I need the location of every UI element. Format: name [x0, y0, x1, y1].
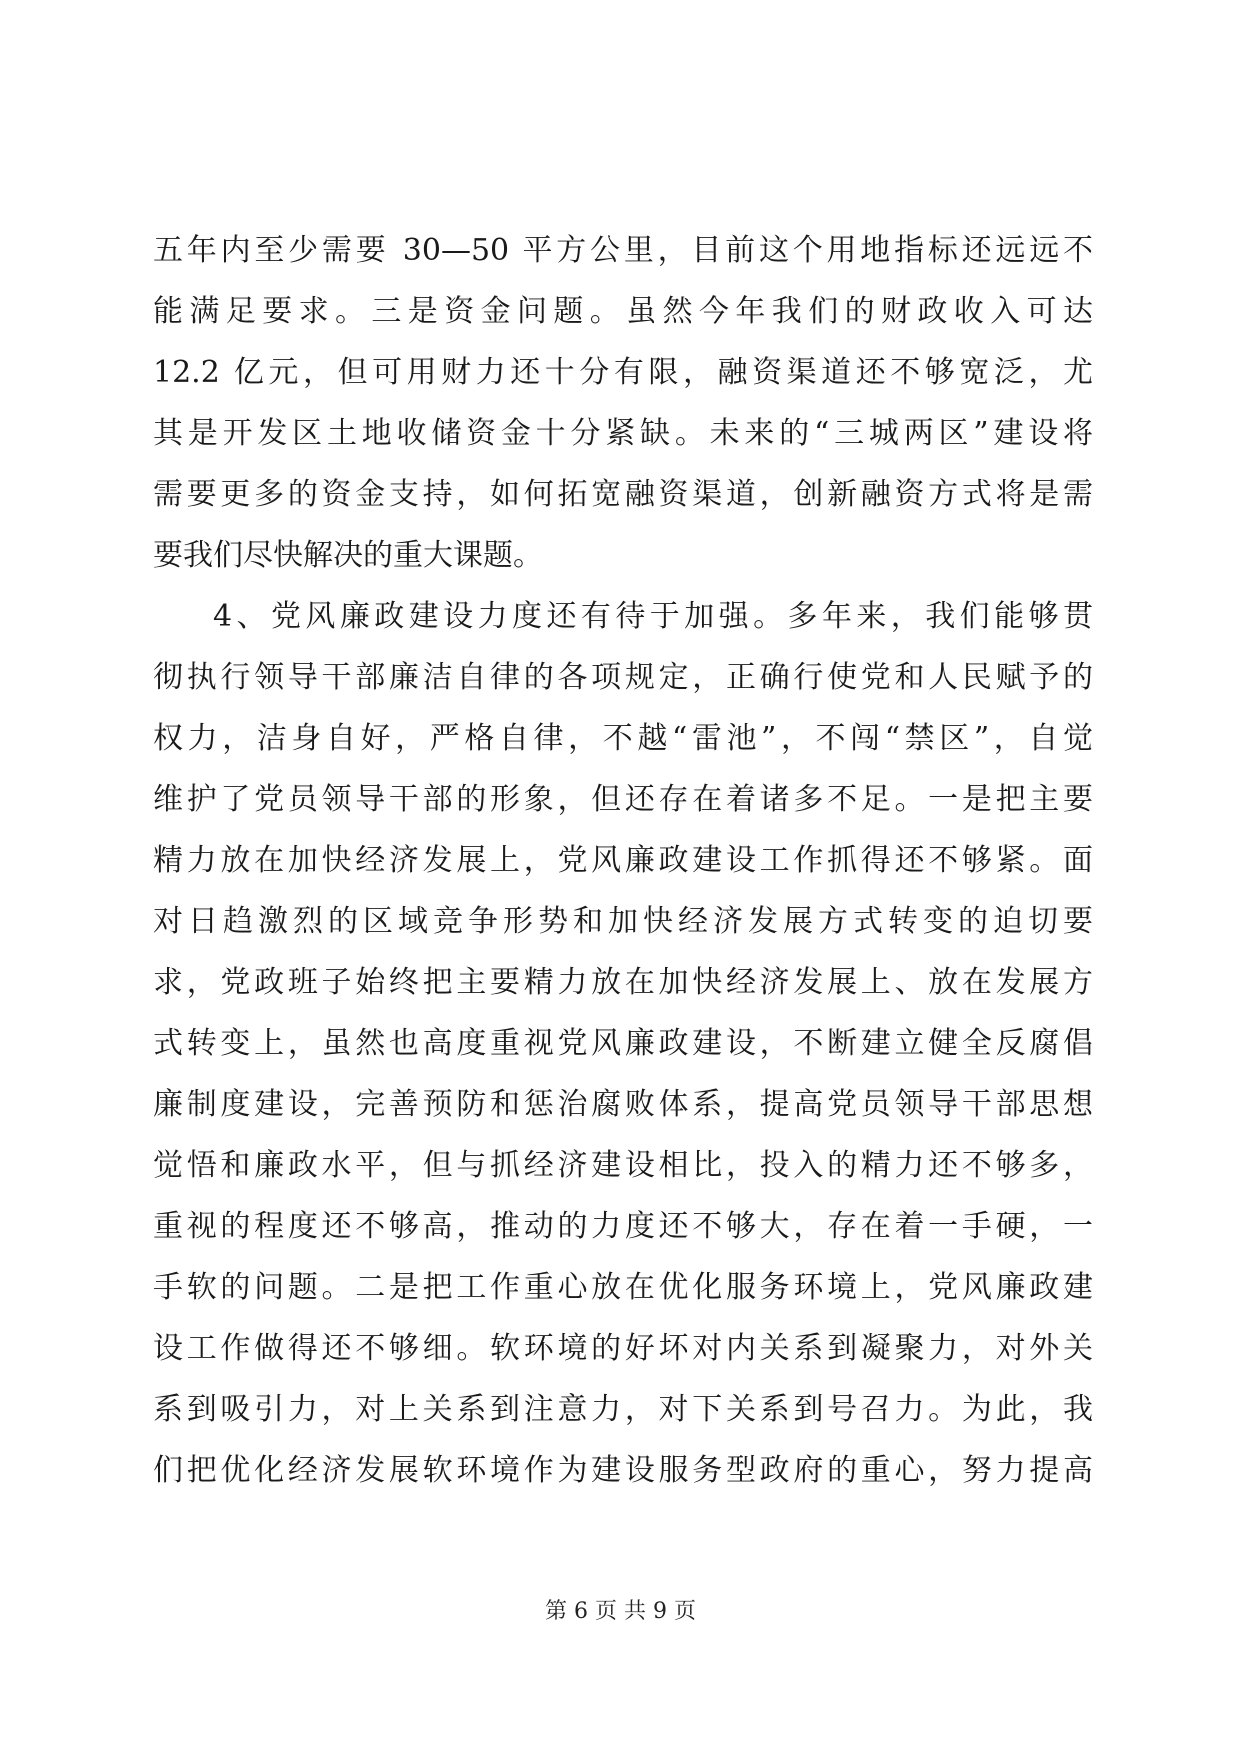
text-line: 五年内至少需要 30—50 平方公里，目前这个用地指标还远远不 [153, 233, 1093, 268]
text-line: 们把优化经济发展软环境作为建设服务型政府的重心，努力提高 [153, 1453, 1093, 1488]
text-line: 12.2 亿元，但可用财力还十分有限，融资渠道还不够宽泛，尤 [153, 355, 1093, 390]
text-line: 重视的程度还不够高，推动的力度还不够大，存在着一手硬，一 [153, 1209, 1093, 1244]
page-number: 第 6 页 共 9 页 [545, 1599, 696, 1624]
text-line: 能满足要求。三是资金问题。虽然今年我们的财政收入可达 [153, 294, 1093, 329]
text-line: 觉悟和廉政水平，但与抓经济建设相比，投入的精力还不够多， [153, 1148, 1093, 1183]
text-line: 权力，洁身自好，严格自律，不越“雷池”，不闯“禁区”，自觉 [153, 721, 1093, 756]
text-line: 彻执行领导干部廉洁自律的各项规定，正确行使党和人民赋予的 [153, 660, 1093, 695]
text-line: 系到吸引力，对上关系到注意力，对下关系到号召力。为此，我 [153, 1392, 1093, 1427]
text-line: 维护了党员领导干部的形象，但还存在着诸多不足。一是把主要 [153, 782, 1093, 817]
text-line: 需要更多的资金支持，如何拓宽融资渠道，创新融资方式将是需 [153, 477, 1093, 512]
text-line: 4、党风廉政建设力度还有待于加强。多年来，我们能够贯 [213, 599, 1093, 634]
text-line: 要我们尽快解决的重大课题。 [153, 538, 543, 573]
text-line: 手软的问题。二是把工作重心放在优化服务环境上，党风廉政建 [153, 1270, 1093, 1305]
text-line: 其是开发区土地收储资金十分紧缺。未来的“三城两区”建设将 [153, 416, 1093, 451]
text-line: 对日趋激烈的区域竞争形势和加快经济发展方式转变的迫切要 [153, 904, 1093, 939]
text-line: 式转变上，虽然也高度重视党风廉政建设，不断建立健全反腐倡 [153, 1026, 1093, 1061]
text-line: 设工作做得还不够细。软环境的好坏对内关系到凝聚力，对外关 [153, 1331, 1093, 1366]
text-line: 廉制度建设，完善预防和惩治腐败体系，提高党员领导干部思想 [153, 1087, 1093, 1122]
text-line: 精力放在加快经济发展上，党风廉政建设工作抓得还不够紧。面 [153, 843, 1093, 878]
text-line: 求，党政班子始终把主要精力放在加快经济发展上、放在发展方 [153, 965, 1093, 1000]
